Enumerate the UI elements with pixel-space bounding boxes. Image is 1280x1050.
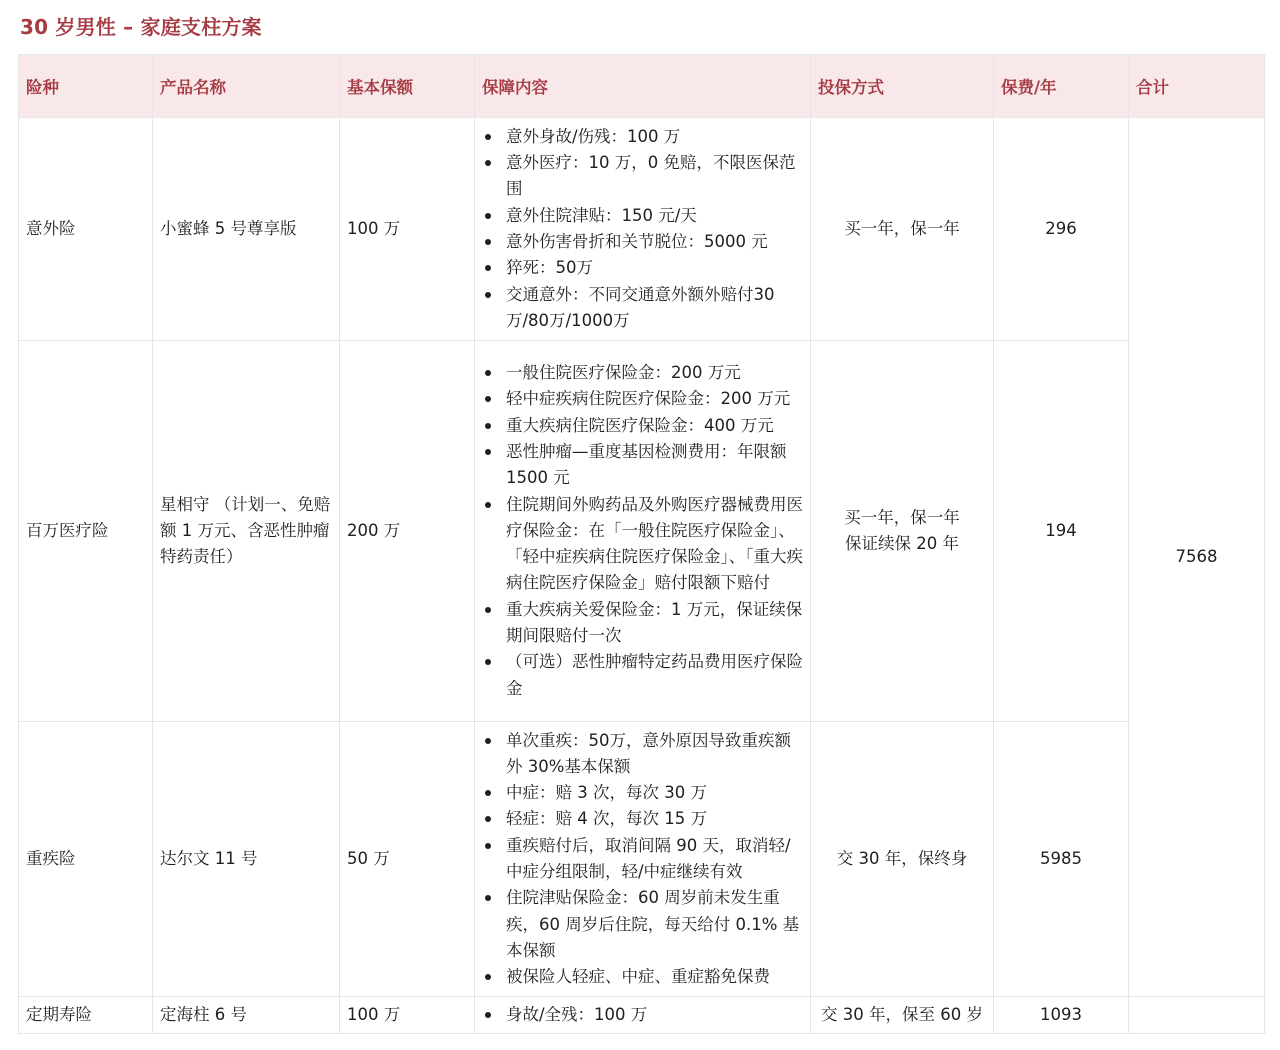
- total-premium: 7568: [1129, 118, 1265, 997]
- purchase-method-line: 买一年，保一年: [844, 507, 960, 527]
- coverage-item: 轻症：赔 4 次，每次 15 万: [482, 806, 803, 832]
- coverage-item: 重大疾病住院医疗保险金：400 万元: [482, 413, 803, 439]
- purchase-method: [811, 341, 994, 722]
- coverage-cell: [475, 341, 811, 722]
- header-type: 险种: [19, 55, 153, 118]
- purchase-method: 买一年，保一年: [811, 118, 994, 341]
- purchase-method-line: 保证续保 20 年: [845, 534, 959, 553]
- coverage-item: 身故/全残：100 万: [482, 1002, 803, 1028]
- coverage-item: 被保险人轻症、中症、重症豁免保费: [482, 964, 803, 990]
- header-method: 投保方式: [811, 55, 994, 118]
- coverage-list: [482, 1002, 803, 1028]
- header-coverage: 保障内容: [475, 55, 811, 118]
- annual-premium: 5985: [994, 722, 1129, 997]
- coverage-item: 住院津贴保险金：60 周岁前未发生重疾，60 周岁后住院，每天给付 0.1% 基本保额: [482, 885, 803, 964]
- coverage-item: 重疾赔付后，取消间隔 90 天，取消轻/中症分组限制，轻/中症继续有效: [482, 833, 803, 886]
- annual-premium: 296: [994, 118, 1129, 341]
- product-name: 小蜜蜂 5 号尊享版: [153, 118, 340, 341]
- insurance-type: 重疾险: [19, 722, 153, 997]
- purchase-method: 交 30 年，保终身: [811, 722, 994, 997]
- table-header-row: [19, 55, 1265, 118]
- coverage-item: 意外伤害骨折和关节脱位：5000 元: [482, 229, 803, 255]
- coverage-item: 一般住院医疗保险金：200 万元: [482, 360, 803, 386]
- coverage-cell: [475, 118, 811, 341]
- header-product: 产品名称: [153, 55, 340, 118]
- coverage-item: 交通意外：不同交通意外额外赔付30万/80万/1000万: [482, 282, 803, 335]
- header-amount: 基本保额: [340, 55, 475, 118]
- purchase-method: 交 30 年，保至 60 岁: [811, 997, 994, 1034]
- coverage-item: 轻中症疾病住院医疗保险金：200 万元: [482, 386, 803, 412]
- annual-premium: 194: [994, 341, 1129, 722]
- product-name: 定海柱 6 号: [153, 997, 340, 1034]
- coverage-item: 猝死：50万: [482, 255, 803, 281]
- table-row: [19, 341, 1265, 722]
- coverage-item: 恶性肿瘤—重度基因检测费用：年限额 1500 元: [482, 439, 803, 492]
- base-amount: 50 万: [340, 722, 475, 997]
- coverage-list: [482, 728, 803, 991]
- coverage-cell: [475, 997, 811, 1034]
- coverage-cell: [475, 722, 811, 997]
- total-empty-cell: [1129, 997, 1265, 1034]
- table-row: [19, 118, 1265, 341]
- coverage-item: （可选）恶性肿瘤特定药品费用医疗保险金: [482, 649, 803, 702]
- coverage-list: [482, 360, 803, 702]
- coverage-item: 单次重疾：50万，意外原因导致重疾额外 30%基本保额: [482, 728, 803, 781]
- coverage-item: 住院期间外购药品及外购医疗器械费用医疗保险金：在「一般住院医疗保险金」、「轻中症疾病住院医疗保险金」、「重大疾病住院医疗保险金」赔付限额下赔付: [482, 492, 803, 597]
- product-name: 达尔文 11 号: [153, 722, 340, 997]
- insurance-type: 意外险: [19, 118, 153, 341]
- base-amount: 200 万: [340, 341, 475, 722]
- insurance-type: 定期寿险: [19, 997, 153, 1034]
- product-name: 星相守 （计划一、免赔额 1 万元、含恶性肿瘤特药责任）: [153, 341, 340, 722]
- annual-premium: 1093: [994, 997, 1129, 1034]
- coverage-item: 意外医疗：10 万，0 免赔，不限医保范围: [482, 150, 803, 203]
- table-row: [19, 997, 1265, 1034]
- coverage-item: 意外住院津贴：150 元/天: [482, 203, 803, 229]
- coverage-item: 中症：赔 3 次，每次 30 万: [482, 780, 803, 806]
- header-total: 合计: [1129, 55, 1265, 118]
- coverage-list: [482, 124, 803, 334]
- insurance-plan-table: [18, 54, 1265, 1034]
- header-premium: 保费/年: [994, 55, 1129, 118]
- coverage-item: 意外身故/伤残：100 万: [482, 124, 803, 150]
- base-amount: 100 万: [340, 118, 475, 341]
- table-row: [19, 722, 1265, 997]
- insurance-type: 百万医疗险: [19, 341, 153, 722]
- base-amount: 100 万: [340, 997, 475, 1034]
- coverage-item: 重大疾病关爱保险金：1 万元，保证续保期间限赔付一次: [482, 597, 803, 650]
- page-title: 30 岁男性 – 家庭支柱方案: [20, 15, 262, 39]
